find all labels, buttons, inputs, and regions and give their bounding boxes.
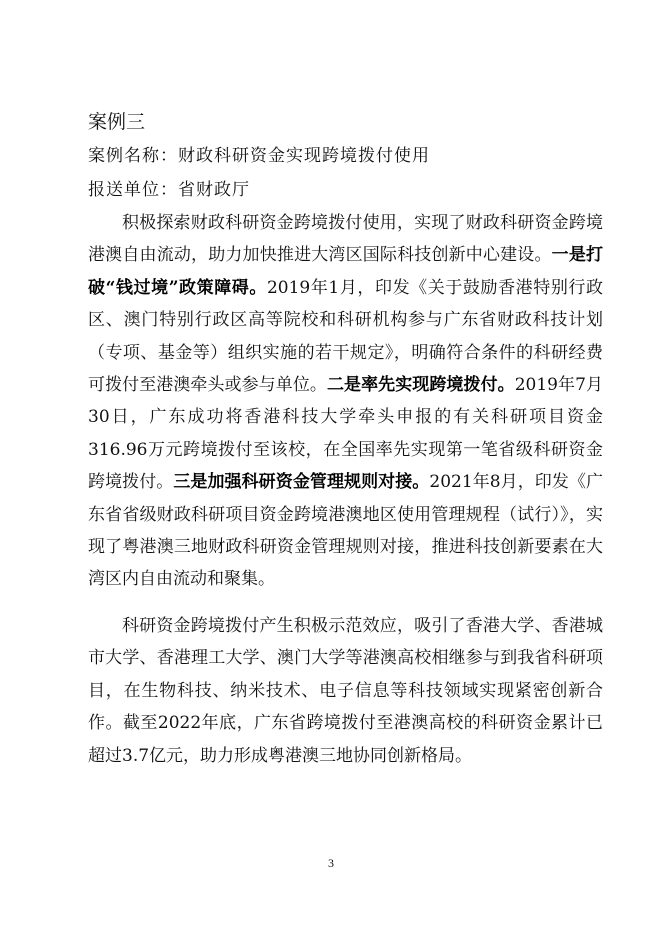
body-paragraph-1 bbox=[88, 207, 603, 596]
point-1-text: 2019年1月，印发《关于鼓励香港特别行政区、澳门特别行政区高等院校和科研机构参与广东省财政科技计划（专项、基金等）组织实施的若干规定》，明确符合条件的科研经费可拨付至港澳牵头或参与单位。 bbox=[88, 277, 603, 396]
point-3-text: 2021年8月，印发《广东省省级财政科研项目资金跨境港澳地区使用管理规程（试行）》，实现了粤港澳三地财政科研资金管理规则对接，推进科技创新要素在大湾区内自由流动和聚集。 bbox=[88, 472, 603, 590]
point-3-title: 三是加强科研资金管理规则对接。 bbox=[173, 472, 430, 493]
point-2-title: 二是率先实现跨境拨付。 bbox=[326, 375, 515, 396]
case-name-value: 财政科研资金实现跨境拨付使用 bbox=[178, 146, 430, 166]
body-paragraph-2: 科研资金跨境拨付产生积极示范效应，吸引了香港大学、香港城市大学、香港理工大学、澳门大学等港澳高校相继参与到我省科研项目，在生物科技、纳米技术、电子信息等科技领域实现紧密创新合作。截至2022年底，广东省跨境拨付至港澳高校的科研资金累计已超过3.7亿元，助力形成粤港澳三地协同创新格局。 bbox=[88, 616, 603, 766]
submitting-unit-line bbox=[88, 174, 608, 206]
point-1-title: 一是打破“钱过境”政策障碍。 bbox=[88, 245, 604, 298]
case-name-label: 案例名称： bbox=[88, 146, 178, 166]
paragraph-intro: 积极探索财政科研资金跨境拨付使用，实现了财政科研资金跨境港澳自由流动，助力加快推进大湾区国际科技创新中心建设。 bbox=[88, 213, 603, 266]
submitting-unit-value: 省财政厅 bbox=[178, 180, 250, 200]
point-2-text: 2019年7月30日，广东成功将香港科技大学牵头申报的有关科研项目资金316.96万元跨境拨付至该校，在全国率先实现第一笔省级科研资金跨境拨付。 bbox=[88, 375, 603, 493]
submitting-unit-label: 报送单位： bbox=[88, 180, 178, 200]
case-name-line bbox=[88, 140, 608, 172]
case-heading: 案例三 bbox=[88, 111, 146, 133]
page-number: 3 bbox=[328, 856, 334, 870]
